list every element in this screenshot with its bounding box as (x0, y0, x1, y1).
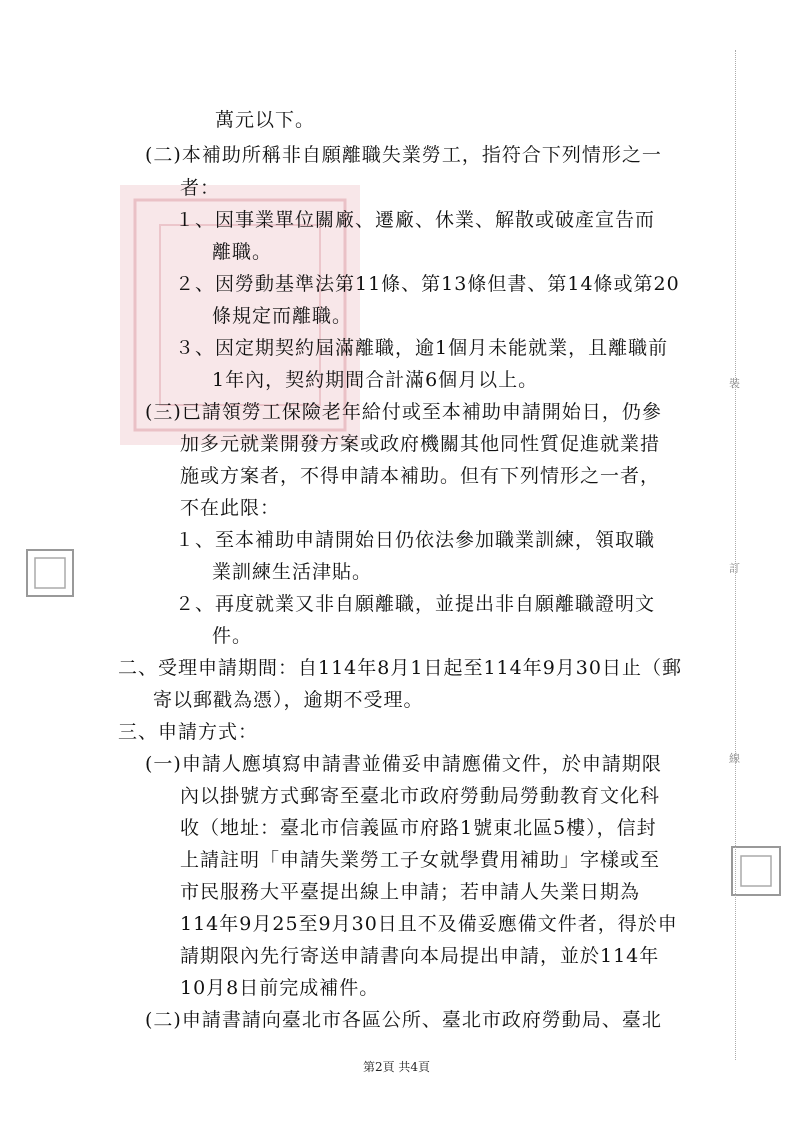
small-seal-left (25, 548, 75, 598)
text-line: 萬元以下。 (215, 109, 316, 131)
section-heading: (二)本補助所稱非自願離職失業勞工，指符合下列情形之一 (145, 144, 662, 166)
binding-mark: 線 (729, 752, 740, 765)
list-item: ２、再度就業又非自願離職，並提出非自願離職證明文 (175, 593, 656, 615)
section-heading: 三、申請方式： (118, 721, 259, 743)
text-line: 收（地址：臺北市信義區市府路1號東北區5樓），信封 (180, 817, 657, 839)
text-line: 加多元就業開發方案或政府機關其他同性質促進就業措 (180, 433, 661, 455)
text-line: 1年內，契約期間合計滿6個月以上。 (212, 369, 539, 391)
list-item: ２、因勞動基準法第11條、第13條但書、第14條或第20 (175, 273, 680, 295)
list-item: １、因事業單位關廠、遷廠、休業、解散或破產宣告而 (175, 209, 656, 231)
text-line: 10月8日前完成補件。 (180, 977, 380, 999)
binding-line (735, 50, 736, 1060)
section-heading: (一)申請人應填寫申請書並備妥申請應備文件，於申請期限 (145, 753, 662, 775)
list-item: １、至本補助申請開始日仍依法參加職業訓練，領取職 (175, 529, 656, 551)
text-line: 件。 (212, 625, 253, 647)
binding-mark: 裝 (729, 377, 740, 390)
text-line: 請期限內先行寄送申請書向本局提出申請，並於114年 (180, 945, 660, 967)
text-line: 業訓練生活津貼。 (212, 561, 373, 583)
section-heading: 二、受理申請期間：自114年8月1日起至114年9月30日止（郵 (118, 657, 682, 679)
binding-mark: 訂 (729, 562, 740, 575)
text-line: 者： (180, 177, 221, 199)
text-line: 寄以郵戳為憑），逾期不受理。 (153, 689, 424, 711)
text-line: 施或方案者，不得申請本補助。但有下列情形之一者， (180, 465, 661, 487)
text-line: 離職。 (212, 241, 273, 263)
text-line: 市民服務大平臺提出線上申請；若申請人失業日期為 (180, 881, 641, 903)
section-heading: (二)申請書請向臺北市各區公所、臺北市政府勞動局、臺北 (145, 1009, 662, 1031)
list-item: ３、因定期契約屆滿離職，逾1個月未能就業，且離職前 (175, 337, 669, 359)
page-footer: 第2頁 共4頁 (362, 1060, 431, 1074)
text-line: 內以掛號方式郵寄至臺北市政府勞動局勞動教育文化科 (180, 785, 661, 807)
text-line: 114年9月25至9月30日且不及備妥應備文件者，得於申 (180, 913, 678, 935)
section-heading: (三)已請領勞工保險老年給付或至本補助申請開始日，仍參 (145, 401, 662, 423)
text-line: 上請註明「申請失業勞工子女就學費用補助」字樣或至 (180, 849, 661, 871)
small-seal-right (730, 845, 782, 897)
text-line: 不在此限： (180, 497, 281, 519)
text-line: 條規定而離職。 (212, 305, 353, 327)
